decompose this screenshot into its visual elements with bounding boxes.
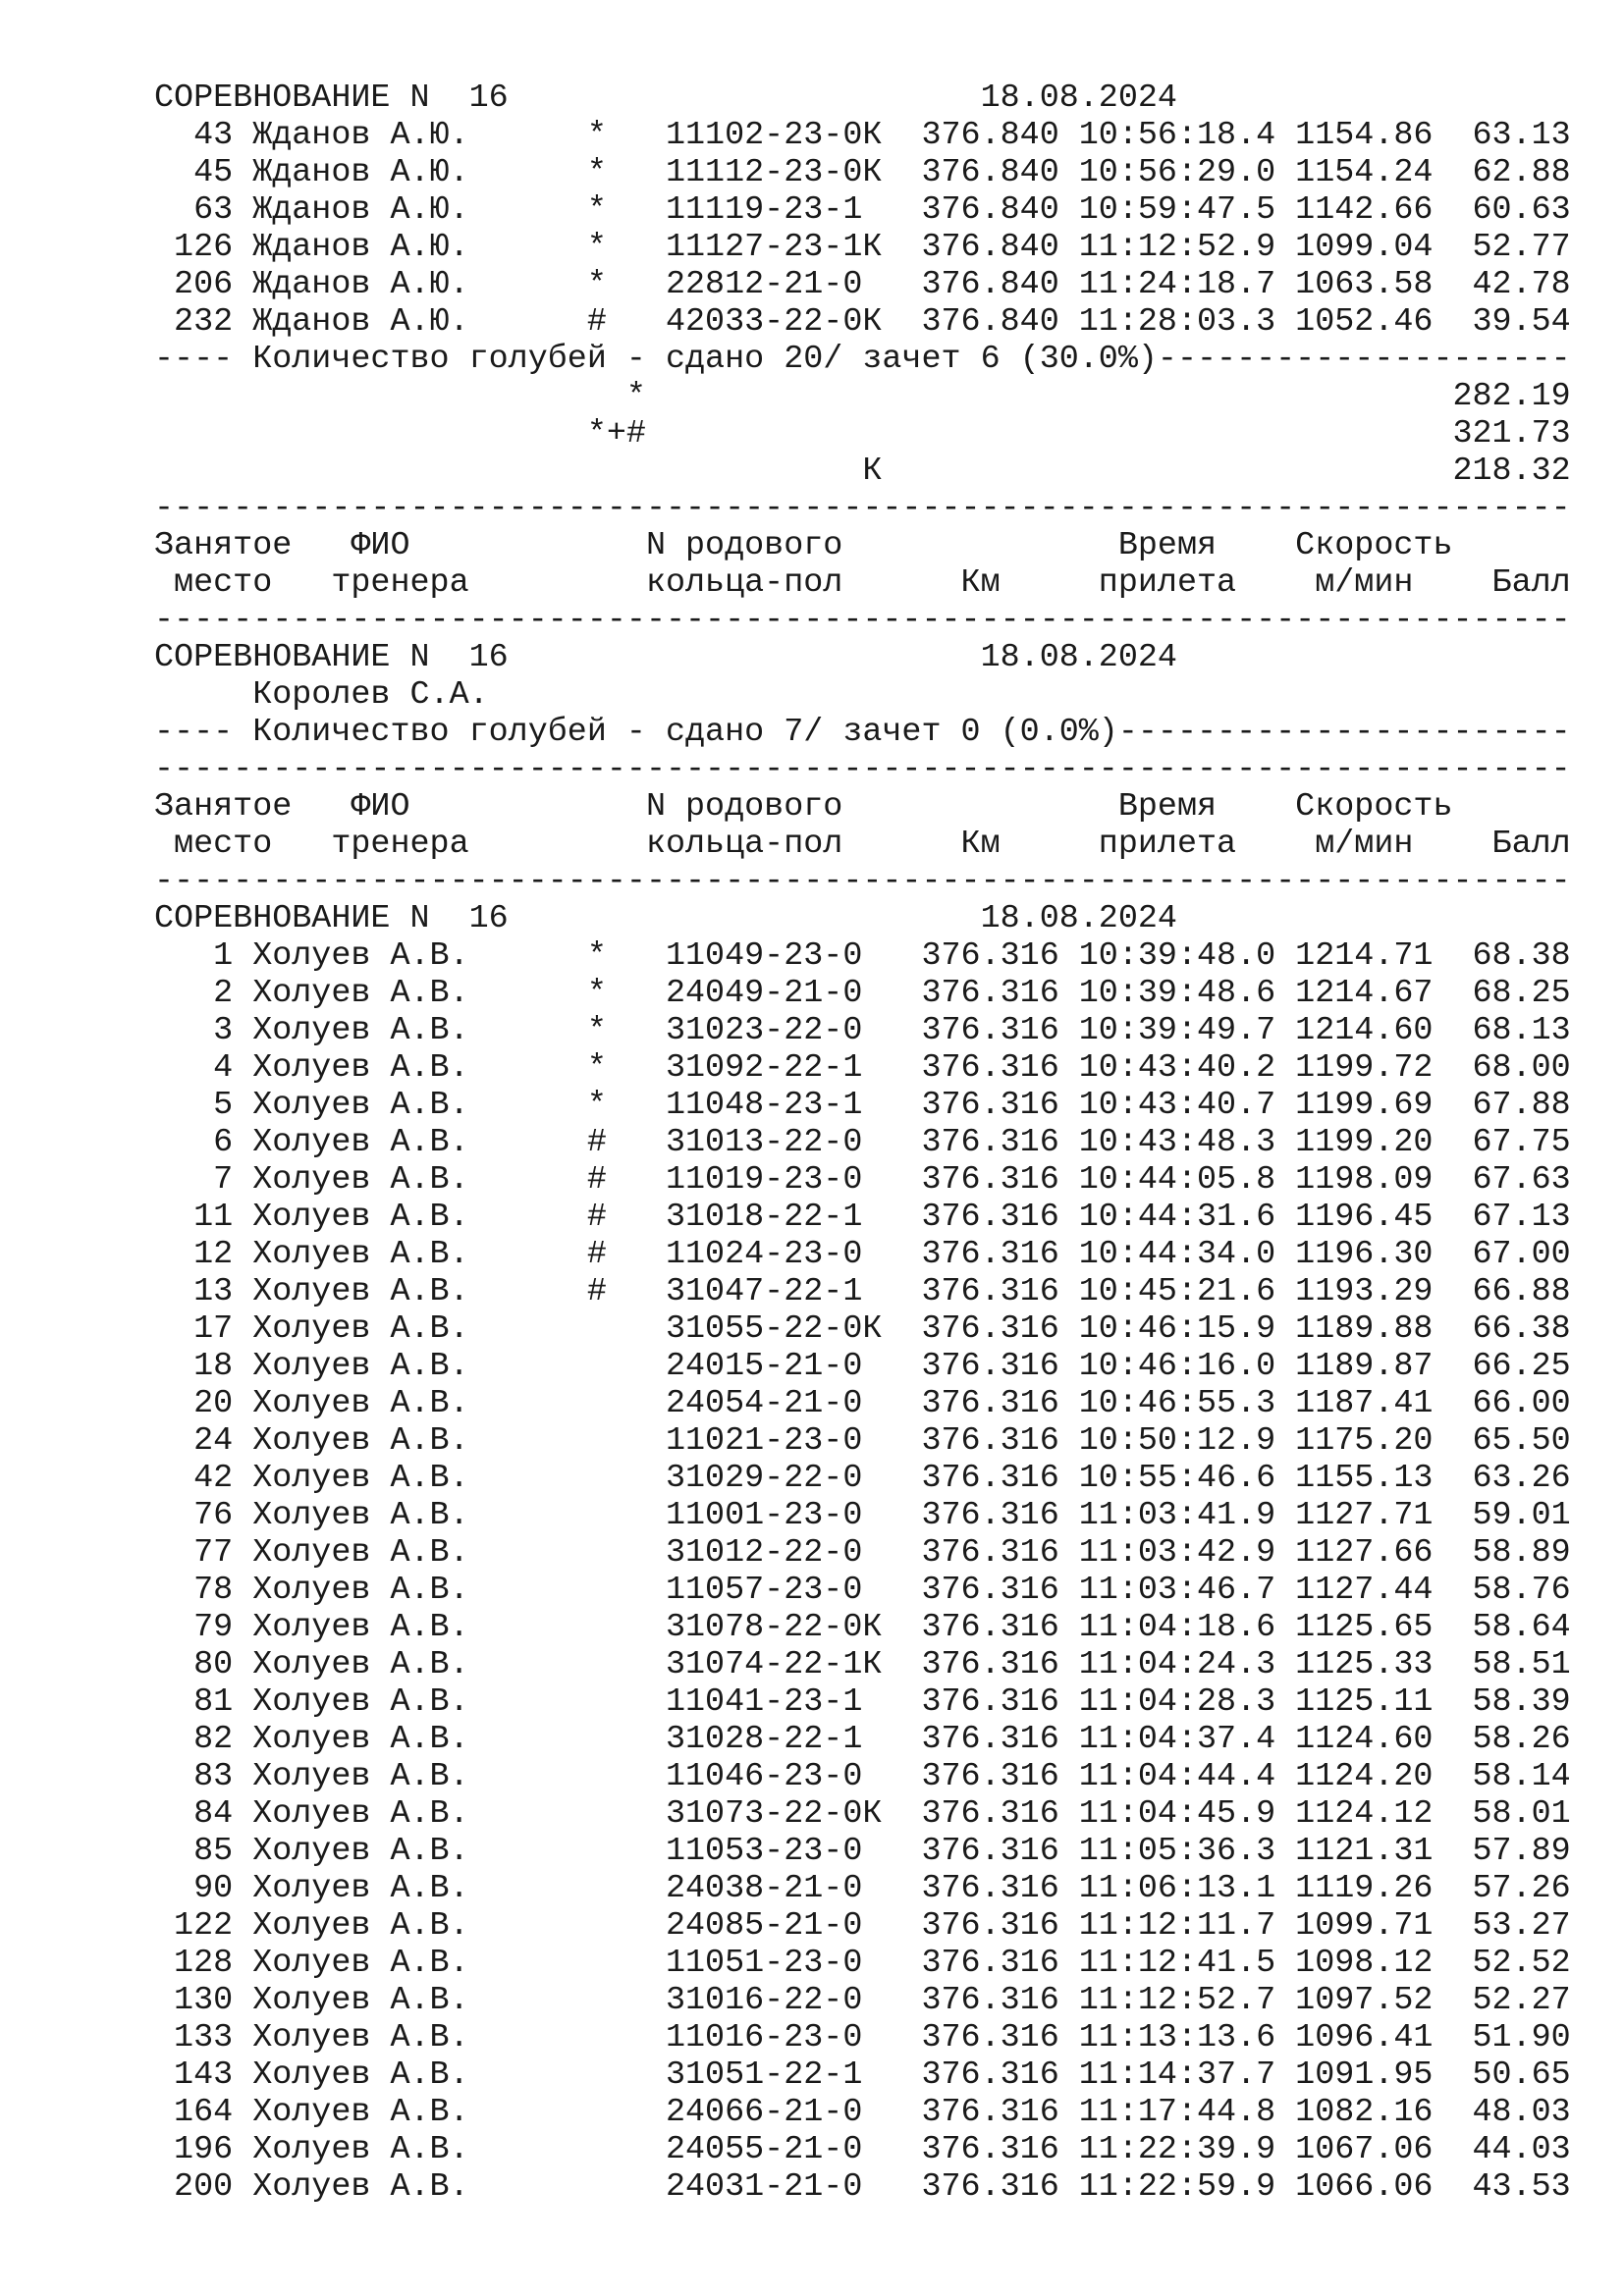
column-header-line-1: Занятое ФИО N родового Время Скорость bbox=[154, 788, 1453, 826]
separator-line: ------------------------------------------------------------------------ bbox=[154, 490, 1571, 527]
result-row: 42 Холуев А.В. 31029-22-0 376.316 10:55:46.6 1155.13 63.26 bbox=[154, 1460, 1571, 1497]
pigeon-count-summary: ---- Количество голубей - сдано 20/ зачет 6 (30.0%)--------------------- bbox=[154, 341, 1571, 378]
result-row: 84 Холуев А.В. 31073-22-0К 376.316 11:04:45.9 1124.12 58.01 bbox=[154, 1795, 1571, 1833]
result-row: 122 Холуев А.В. 24085-21-0 376.316 11:12:11.7 1099.71 53.27 bbox=[154, 1907, 1571, 1945]
result-row: 206 Жданов А.Ю. * 22812-21-0 376.840 11:24:18.7 1063.58 42.78 bbox=[154, 266, 1571, 303]
trainer-name: Королев С.А. bbox=[154, 676, 489, 714]
competition-header: СОРЕВНОВАНИЕ N 16 18.08.2024 bbox=[154, 900, 1177, 937]
separator-line: ------------------------------------------------------------------------ bbox=[154, 602, 1571, 639]
result-row: 77 Холуев А.В. 31012-22-0 376.316 11:03:42.9 1127.66 58.89 bbox=[154, 1534, 1571, 1572]
competition-header: СОРЕВНОВАНИЕ N 16 18.08.2024 bbox=[154, 80, 1177, 117]
result-row: 24 Холуев А.В. 11021-23-0 376.316 10:50:12.9 1175.20 65.50 bbox=[154, 1422, 1571, 1460]
result-row: 4 Холуев А.В. * 31092-22-1 376.316 10:43:40.2 1199.72 68.00 bbox=[154, 1049, 1571, 1087]
result-row: 5 Холуев А.В. * 11048-23-1 376.316 10:43:40.7 1199.69 67.88 bbox=[154, 1087, 1571, 1124]
column-header-line-1: Занятое ФИО N родового Время Скорость bbox=[154, 527, 1453, 564]
result-row: 143 Холуев А.В. 31051-22-1 376.316 11:14:37.7 1091.95 50.65 bbox=[154, 2056, 1571, 2094]
result-row: 232 Жданов А.Ю. # 42033-22-0К 376.840 11:28:03.3 1052.46 39.54 bbox=[154, 303, 1571, 341]
result-row: 63 Жданов А.Ю. * 11119-23-1 376.840 10:59:47.5 1142.66 60.63 bbox=[154, 191, 1571, 229]
result-row: 200 Холуев А.В. 24031-21-0 376.316 11:22:59.9 1066.06 43.53 bbox=[154, 2168, 1571, 2206]
result-row: 2 Холуев А.В. * 24049-21-0 376.316 10:39:48.6 1214.67 68.25 bbox=[154, 975, 1571, 1012]
total-line: *+# 321.73 bbox=[154, 415, 1571, 453]
result-row: 13 Холуев А.В. # 31047-22-1 376.316 10:45:21.6 1193.29 66.88 bbox=[154, 1273, 1571, 1310]
result-row: 126 Жданов А.Ю. * 11127-23-1К 376.840 11:12:52.9 1099.04 52.77 bbox=[154, 229, 1571, 266]
result-row: 83 Холуев А.В. 11046-23-0 376.316 11:04:44.4 1124.20 58.14 bbox=[154, 1758, 1571, 1795]
competition-header: СОРЕВНОВАНИЕ N 16 18.08.2024 bbox=[154, 639, 1177, 676]
result-row: 80 Холуев А.В. 31074-22-1К 376.316 11:04:24.3 1125.33 58.51 bbox=[154, 1646, 1571, 1683]
result-row: 164 Холуев А.В. 24066-21-0 376.316 11:17:44.8 1082.16 48.03 bbox=[154, 2094, 1571, 2131]
result-row: 7 Холуев А.В. # 11019-23-0 376.316 10:44:05.8 1198.09 67.63 bbox=[154, 1161, 1571, 1199]
separator-line: ------------------------------------------------------------------------ bbox=[154, 863, 1571, 900]
result-row: 1 Холуев А.В. * 11049-23-0 376.316 10:39:48.0 1214.71 68.38 bbox=[154, 937, 1571, 975]
result-row: 85 Холуев А.В. 11053-23-0 376.316 11:05:36.3 1121.31 57.89 bbox=[154, 1833, 1571, 1870]
column-header-line-2: место тренера кольца-пол Км прилета м/мин Балл bbox=[154, 564, 1571, 602]
result-row: 3 Холуев А.В. * 31023-22-0 376.316 10:39:49.7 1214.60 68.13 bbox=[154, 1012, 1571, 1049]
pigeon-count-summary: ---- Количество голубей - сдано 7/ зачет 0 (0.0%)----------------------- bbox=[154, 714, 1571, 751]
result-row: 43 Жданов А.Ю. * 11102-23-0К 376.840 10:56:18.4 1154.86 63.13 bbox=[154, 117, 1571, 154]
result-row: 81 Холуев А.В. 11041-23-1 376.316 11:04:28.3 1125.11 58.39 bbox=[154, 1683, 1571, 1721]
separator-line: ------------------------------------------------------------------------ bbox=[154, 751, 1571, 788]
result-row: 133 Холуев А.В. 11016-23-0 376.316 11:13:13.6 1096.41 51.90 bbox=[154, 2019, 1571, 2056]
result-row: 17 Холуев А.В. 31055-22-0К 376.316 10:46:15.9 1189.88 66.38 bbox=[154, 1310, 1571, 1348]
result-row: 20 Холуев А.В. 24054-21-0 376.316 10:46:55.3 1187.41 66.00 bbox=[154, 1385, 1571, 1422]
result-row: 78 Холуев А.В. 11057-23-0 376.316 11:03:46.7 1127.44 58.76 bbox=[154, 1572, 1571, 1609]
result-row: 45 Жданов А.Ю. * 11112-23-0К 376.840 10:56:29.0 1154.24 62.88 bbox=[154, 154, 1571, 191]
total-line: К 218.32 bbox=[154, 453, 1571, 490]
column-header-line-2: место тренера кольца-пол Км прилета м/мин Балл bbox=[154, 826, 1571, 863]
result-row: 6 Холуев А.В. # 31013-22-0 376.316 10:43:48.3 1199.20 67.75 bbox=[154, 1124, 1571, 1161]
result-row: 12 Холуев А.В. # 11024-23-0 376.316 10:44:34.0 1196.30 67.00 bbox=[154, 1236, 1571, 1273]
total-line: * 282.19 bbox=[154, 378, 1571, 415]
result-row: 76 Холуев А.В. 11001-23-0 376.316 11:03:41.9 1127.71 59.01 bbox=[154, 1497, 1571, 1534]
result-row: 90 Холуев А.В. 24038-21-0 376.316 11:06:13.1 1119.26 57.26 bbox=[154, 1870, 1571, 1907]
result-row: 196 Холуев А.В. 24055-21-0 376.316 11:22:39.9 1067.06 44.03 bbox=[154, 2131, 1571, 2168]
result-row: 11 Холуев А.В. # 31018-22-1 376.316 10:44:31.6 1196.45 67.13 bbox=[154, 1199, 1571, 1236]
results-document bbox=[154, 80, 1588, 2206]
result-row: 128 Холуев А.В. 11051-23-0 376.316 11:12:41.5 1098.12 52.52 bbox=[154, 1945, 1571, 1982]
result-row: 18 Холуев А.В. 24015-21-0 376.316 10:46:16.0 1189.87 66.25 bbox=[154, 1348, 1571, 1385]
result-row: 82 Холуев А.В. 31028-22-1 376.316 11:04:37.4 1124.60 58.26 bbox=[154, 1721, 1571, 1758]
result-row: 79 Холуев А.В. 31078-22-0К 376.316 11:04:18.6 1125.65 58.64 bbox=[154, 1609, 1571, 1646]
result-row: 130 Холуев А.В. 31016-22-0 376.316 11:12:52.7 1097.52 52.27 bbox=[154, 1982, 1571, 2019]
